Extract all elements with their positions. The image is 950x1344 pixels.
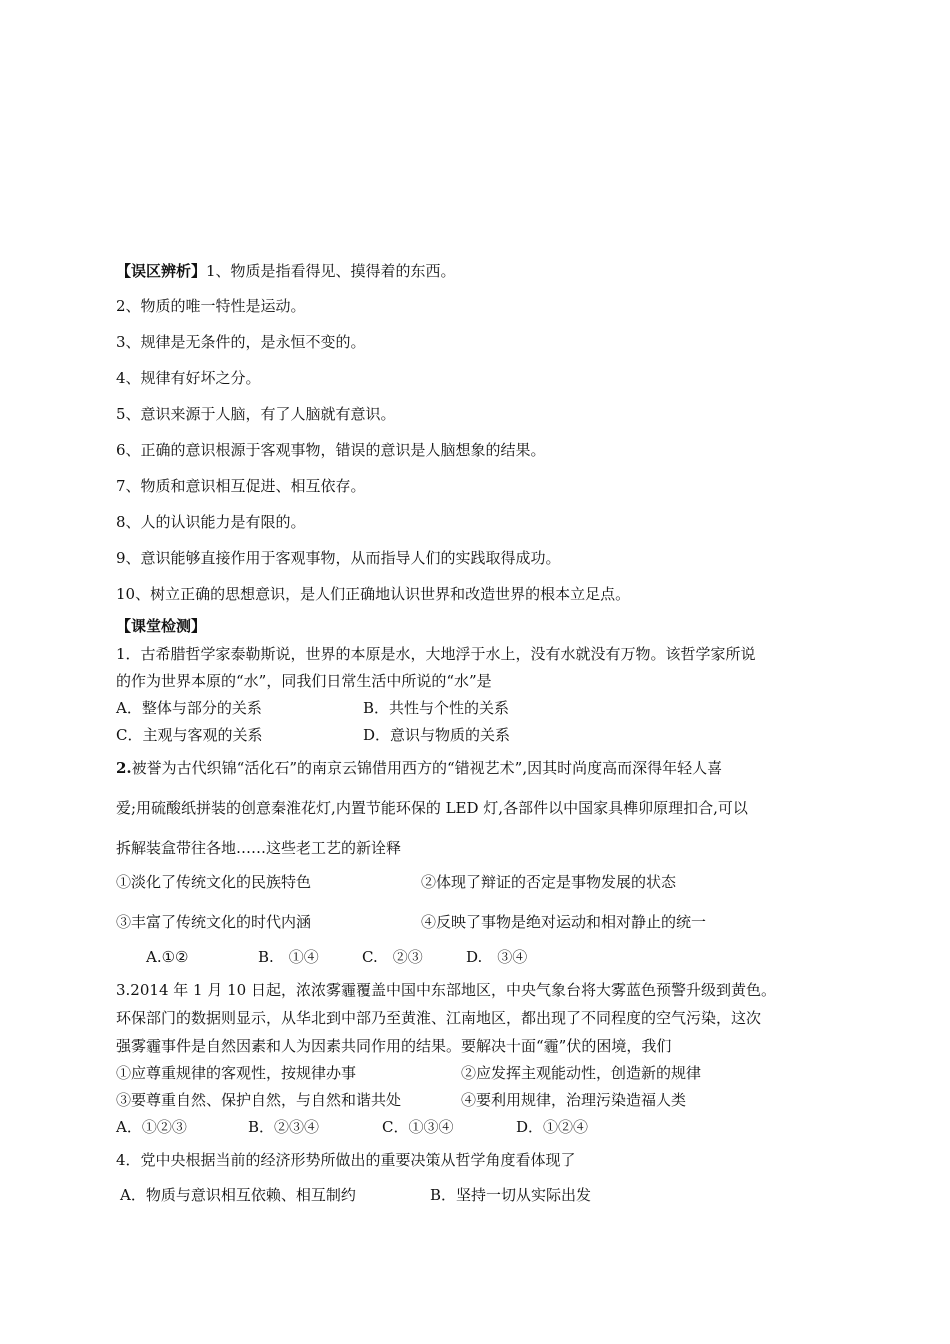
q2-statement-4: ④反映了事物是绝对运动和相对静止的统一 [421, 913, 707, 931]
q3-choice-c: C．①③④ [382, 1118, 454, 1136]
q1-option-a: A．整体与部分的关系 [116, 699, 262, 717]
q4-stem: 4．党中央根据当前的经济形势所做出的重要决策从哲学角度看体现了 [116, 1151, 576, 1169]
misconception-heading: 【误区辨析】 [116, 262, 207, 280]
q3-choice-b: B．②③④ [248, 1118, 320, 1136]
q1-option-c: C．主观与客观的关系 [116, 726, 263, 744]
q4-option-a: A．物质与意识相互依赖、相互制约 [120, 1186, 356, 1204]
misconception-item: 5、意识来源于人脑，有了人脑就有意识。 [116, 405, 396, 423]
q2-choice-a: A.①② [146, 948, 189, 966]
q2-statement-1: ①淡化了传统文化的民族特色 [116, 873, 312, 891]
q2-stem-line2: 爱;用硫酸纸拼装的创意秦淮花灯,内置节能环保的 LED 灯,各部件以中国家具榫卯原理扣合,可以 [116, 799, 748, 817]
q1-stem-line2: 的作为世界本原的“水”，同我们日常生活中所说的“水”是 [116, 672, 492, 690]
misconception-item: 3、规律是无条件的，是永恒不变的。 [116, 333, 366, 351]
classroom-test-heading: 【课堂检测】 [116, 617, 207, 635]
misconception-item-1-line [116, 261, 456, 281]
q1-option-b: B．共性与个性的关系 [363, 699, 510, 717]
misconception-item: 8、人的认识能力是有限的。 [116, 513, 306, 531]
misconception-item: 7、物质和意识相互促进、相互依存。 [116, 477, 366, 495]
q2-choice-c: C. ②③ [362, 948, 423, 966]
q3-stem-line3: 强雾霾事件是自然因素和人为因素共同作用的结果。要解决十面“霾”伏的困境，我们 [116, 1037, 672, 1055]
q2-choice-b: B. ①④ [258, 948, 319, 966]
q3-statement-3: ③要尊重自然、保护自然，与自然和谐共处 [116, 1091, 402, 1109]
misconception-item: 1、物质是指看得见、摸得着的东西。 [206, 262, 456, 280]
misconception-item: 9、意识能够直接作用于客观事物，从而指导人们的实践取得成功。 [116, 549, 561, 567]
q3-statement-2: ②应发挥主观能动性，创造新的规律 [461, 1064, 702, 1082]
q2-statement-2: ②体现了辩证的否定是事物发展的状态 [421, 873, 677, 891]
q2-choice-d: D. ③④ [466, 948, 528, 966]
misconception-item: 10、树立正确的思想意识，是人们正确地认识世界和改造世界的根本立足点。 [116, 585, 631, 603]
misconception-item: 6、正确的意识根源于客观事物，错误的意识是人脑想象的结果。 [116, 441, 546, 459]
q1-stem-line1: 1．古希腊哲学家泰勒斯说，世界的本原是水，大地浮于水上，没有水就没有万物。该哲学家所说 [116, 645, 756, 663]
q3-stem-line2: 环保部门的数据则显示，从华北到中部乃至黄淮、江南地区，都出现了不同程度的空气污染，这次 [116, 1009, 762, 1027]
q3-statement-4: ④要利用规律，治理污染造福人类 [461, 1091, 687, 1109]
q3-choice-d: D．①②④ [516, 1118, 589, 1136]
q3-stem-line1: 3.2014 年 1 月 10 日起，浓浓雾霾覆盖中国中东部地区，中央气象台将大雾蓝色预警升级到黄色。 [116, 981, 776, 999]
q1-option-d: D．意识与物质的关系 [363, 726, 511, 744]
q2-stem-text: 被誉为古代织锦“活化石”的南京云锦借用西方的“错视艺术”,因其时尚度高而深得年轻人喜 [131, 759, 723, 777]
q4-option-b: B．坚持一切从实际出发 [430, 1186, 592, 1204]
q2-statement-3: ③丰富了传统文化的时代内涵 [116, 913, 312, 931]
q3-statement-1: ①应尊重规律的客观性，按规律办事 [116, 1064, 357, 1082]
q2-stem-line3: 拆解装盒带往各地……这些老工艺的新诠释 [116, 839, 402, 857]
misconception-item: 4、规律有好坏之分。 [116, 369, 261, 387]
q3-choice-a: A．①②③ [116, 1118, 187, 1136]
q2-stem-line1 [116, 758, 722, 778]
q2-number: 2. [116, 759, 132, 777]
misconception-item: 2、物质的唯一特性是运动。 [116, 297, 306, 315]
